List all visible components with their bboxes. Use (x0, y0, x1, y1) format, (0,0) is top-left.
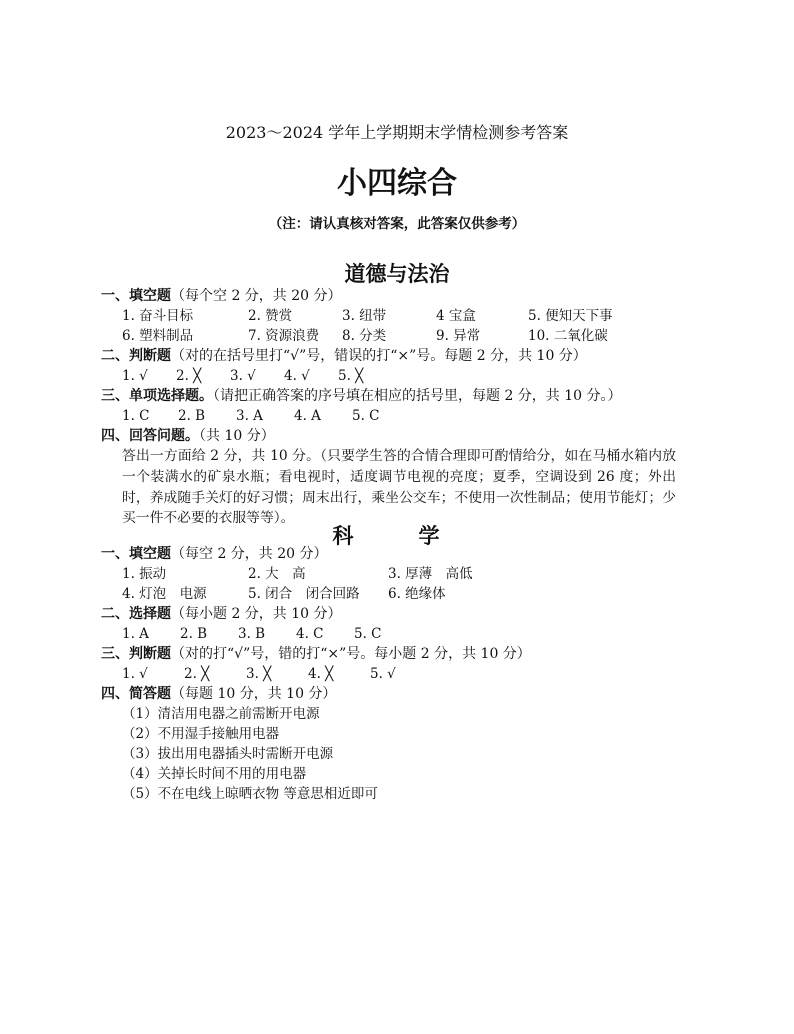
science-true-false-header (101, 644, 531, 664)
answer-item: 9. 异常 (436, 328, 481, 344)
moral-answer-question-header (101, 426, 275, 446)
answer-item: 8. 分类 (342, 328, 387, 344)
science-choice-answers (122, 624, 682, 644)
answer-item: 3. B (238, 626, 266, 642)
answer-item: 1. C (122, 408, 150, 424)
answer-item: 4. A (294, 408, 321, 424)
answer-item: 1. 奋斗目标 (122, 308, 194, 324)
section-desc: （对的在括号里打“√”号，错误的打“×”号。每题 2 分，共 10 分） (171, 348, 587, 364)
answer-item: 3. A (236, 408, 263, 424)
section-desc: （请把正确答案的序号填在相应的括号里，每题 2 分，共 10 分。） (213, 388, 622, 404)
answer-item: 2. ╳ (184, 666, 210, 682)
short-answer-item-1: （1）清洁用电器之前需断开电源 (122, 706, 320, 722)
section-title: 四、简答题 (101, 686, 171, 702)
moral-fill-blank-row-2 (122, 326, 682, 346)
answer-item: 7. 资源浪费 (248, 328, 320, 344)
section-title: 二、选择题 (101, 606, 171, 622)
answer-item: 3. √ (230, 368, 256, 384)
answer-item: 4. 灯泡 电源 (122, 586, 207, 602)
moral-true-false-header (101, 346, 587, 366)
answer-item: 3. 厚薄 高低 (388, 566, 473, 582)
answer-item: 5. C (354, 626, 382, 642)
subject-title: 小四综合 (337, 166, 457, 201)
answer-item: 6. 绝缘体 (388, 586, 446, 602)
science-section-heading: 科 学 (332, 523, 462, 548)
answer-item: 4 宝盒 (436, 308, 476, 324)
answer-item: 10. 二氧化碳 (528, 328, 608, 344)
answer-item: 1. A (122, 626, 149, 642)
science-fill-blank-header (101, 544, 328, 564)
answer-item: 5. 便知天下事 (528, 308, 613, 324)
moral-single-choice-answers (122, 406, 682, 426)
answer-note: （注：请认真核对答案，此答案仅供参考） (268, 216, 526, 232)
science-fill-blank-row-2 (122, 584, 682, 604)
section-desc: （对的打“√”号，错的打“×”号。每小题 2 分，共 10 分） (171, 646, 531, 662)
moral-fill-blank-header (101, 286, 342, 306)
answer-item: 5. C (352, 408, 380, 424)
moral-true-false-answers (122, 366, 682, 386)
science-short-answer-header (101, 684, 336, 704)
answer-item: 1. √ (122, 666, 148, 682)
section-desc: （每小题 2 分，共 10 分） (171, 606, 342, 622)
short-answer-item-3: （3）拔出用电器插头时需断开电源 (122, 746, 334, 762)
section-title: 一、填空题 (101, 546, 171, 562)
document-title: 2023～2024 学年上学期期末学情检测参考答案 (225, 123, 569, 142)
section-desc: （共 10 分） (199, 428, 275, 444)
moral-fill-blank-row-1 (122, 306, 682, 326)
section-title: 三、单项选择题。 (101, 388, 213, 404)
short-answer-item-5: （5）不在电线上晾晒衣物 等意思相近即可 (122, 786, 378, 802)
section-title: 三、判断题 (101, 646, 171, 662)
answer-item: 3. 纽带 (342, 308, 387, 324)
section-desc: （每空 2 分，共 20 分） (171, 546, 328, 562)
moral-single-choice-header (101, 386, 622, 406)
answer-item: 4. √ (284, 368, 310, 384)
section-title: 四、回答问题。 (101, 428, 199, 444)
short-answer-item-4: （4）关掉长时间不用的用电器 (122, 766, 307, 782)
section-desc: （每题 10 分，共 10 分） (171, 686, 337, 702)
answer-item: 3. ╳ (246, 666, 272, 682)
science-true-false-answers (122, 664, 682, 684)
answer-item: 2. 大 高 (248, 566, 306, 582)
science-fill-blank-row-1 (122, 564, 682, 584)
moral-section-heading: 道德与法治 (344, 261, 450, 286)
moral-answer-paragraph: 答出一方面给 2 分，共 10 分。（只要学生答的合情合理即可酌情给分，如在马桶水箱内放一个装满水的矿泉水瓶；看电视时，适度调节电视的亮度；夏季，空调设到 26 度；外出时，养成随手关灯的好习惯；周末出行，乘坐公交车；不使用一次性制品；使用节能灯；少买一件不必要的衣服等等）。 (122, 448, 676, 527)
answer-item: 5. ╳ (338, 368, 364, 384)
section-title: 一、填空题 (101, 288, 171, 304)
answer-item: 5. √ (370, 666, 396, 682)
answer-item: 1. 振动 (122, 566, 167, 582)
short-answer-item-2: （2）不用湿手接触用电器 (122, 726, 280, 742)
answer-item: 2. 赞赏 (248, 308, 293, 324)
section-desc: （每个空 2 分，共 20 分） (171, 288, 342, 304)
answer-item: 1. √ (122, 368, 148, 384)
answer-item: 5. 闭合 闭合回路 (248, 586, 360, 602)
answer-item: 2. B (178, 408, 206, 424)
answer-item: 4. C (296, 626, 324, 642)
science-choice-header (101, 604, 342, 624)
answer-item: 6. 塑料制品 (122, 328, 194, 344)
answer-item: 2. B (180, 626, 208, 642)
section-title: 二、判断题 (101, 348, 171, 364)
answer-item: 2. ╳ (176, 368, 202, 384)
answer-item: 4. ╳ (308, 666, 334, 682)
